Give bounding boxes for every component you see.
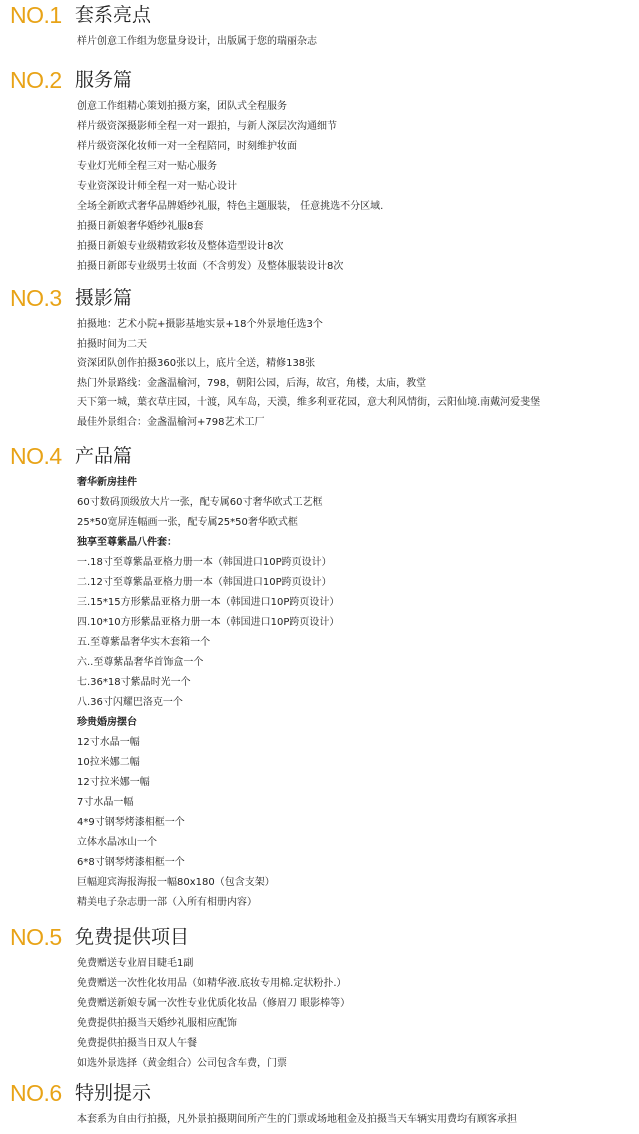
subheading: 独享至尊紫晶八件套：: [77, 537, 177, 548]
list-item: 立体水晶冰山一个: [77, 837, 157, 848]
list-item: 七.36*18寸紫晶时光一个: [77, 677, 191, 688]
section-number: NO.6: [10, 1080, 62, 1106]
list-item: 拍摄时间为二天: [77, 338, 147, 350]
section-title: 免费提供项目: [75, 926, 190, 948]
list-item: 样片创意工作组为您量身设计，出版属于您的瑞丽杂志: [77, 36, 317, 47]
section-header: [0, 1080, 639, 1106]
list-item: 巨幅迎宾海报海报一幅80x180（包含支架）: [77, 877, 275, 888]
list-item: 10拉米娜二幅: [77, 757, 140, 768]
list-item: 精美电子杂志册一部（入所有相册内容）: [77, 897, 257, 908]
section-title: 套系亮点: [75, 4, 152, 26]
section-header: [0, 285, 639, 311]
list-item: 热门外景路线：金盏温榆河，798，朝阳公园，后海，故宫，角楼，太庙，教堂: [77, 377, 427, 389]
list-item: 天下第一城，葉衣草庄园，十渡，风车岛，天漠，维多利亚花园，意大利风情街，云阳仙境.南戴河爱斐堡: [77, 397, 541, 408]
list-item: 如选外景选择（黄金组合）公司包含车费，门票: [77, 1058, 287, 1069]
list-item: 免费提供拍摄当日双人午餐: [77, 1038, 197, 1049]
section-number: NO.1: [10, 2, 62, 28]
list-item: 八.36寸闪耀巴洛克一个: [77, 697, 183, 708]
list-item: 专业资深设计师全程一对一贴心设计: [77, 181, 237, 192]
section-number: NO.2: [10, 67, 62, 93]
list-item: 拍摄地：艺术小院+摄影基地实景+18个外景地任选3个: [77, 319, 323, 330]
section-2: [0, 67, 639, 272]
list-item: 创意工作组精心策划拍摄方案，团队式全程服务: [77, 101, 287, 112]
section-header: [0, 443, 639, 469]
list-item: 60寸数码顶级放大片一张，配专属60寸奢华欧式工艺框: [77, 497, 323, 508]
list-item: 25*50宽屏连幅画一张，配专属25*50奢华欧式框: [77, 517, 298, 528]
list-item: 免费赠送专业眉目睫毛1副: [77, 958, 194, 969]
list-item: 免费赠送新娘专属一次性专业优质化妆品（修眉刀 眼影棒等）: [77, 998, 351, 1009]
section-title: 服务篇: [75, 69, 133, 91]
list-item: 12寸拉米娜一幅: [77, 777, 150, 788]
section-title: 产品篇: [75, 445, 133, 467]
section-3: [0, 285, 639, 428]
section-header: [0, 67, 639, 93]
list-item: 最佳外景组合：金盏温榆河+798艺术工厂: [77, 416, 265, 428]
list-item: 拍摄日新郎专业级男士妆面（不含剪发）及整体服装设计8次: [77, 261, 344, 272]
list-item: 12寸水晶一幅: [77, 737, 140, 748]
list-item: 6*8寸钢琴烤漆相框一个: [77, 857, 185, 868]
section-header: [0, 2, 639, 28]
list-item: 三.15*15方形紫晶亚格力册一本（韩国进口10P跨页设计）: [77, 597, 340, 608]
list-item: 资深团队创作拍摄360张以上，底片全送，精修138张: [77, 358, 316, 369]
list-item: 7寸水晶一幅: [77, 797, 134, 808]
list-item: 样片级资深摄影师全程一对一跟拍，与新人深层次沟通细节: [77, 121, 337, 132]
list-item: 专业灯光师全程三对一贴心服务: [77, 161, 217, 172]
list-item: 二.12寸至尊紫晶亚格力册一本（韩国进口10P跨页设计）: [77, 577, 332, 588]
section-title: 摄影篇: [75, 287, 133, 309]
section-5: [0, 924, 639, 1069]
section-number: NO.3: [10, 285, 62, 311]
list-item: 全场全新欧式奢华品牌婚纱礼服，特色主题服装， 任意挑选不分区域.: [77, 201, 384, 212]
subheading: 奢华新房挂件: [77, 477, 137, 488]
section-title: 特别提示: [75, 1082, 152, 1104]
list-item: 拍摄日新娘专业级精致彩妆及整体造型设计8次: [77, 241, 284, 252]
list-item: 4*9寸钢琴烤漆相框一个: [77, 817, 185, 828]
list-item: 四.10*10方形紫晶亚格力册一本（韩国进口10P跨页设计）: [77, 617, 340, 628]
section-1: [0, 2, 639, 47]
subheading: 珍贵婚房摆台: [77, 717, 137, 728]
section-6: [0, 1080, 639, 1125]
section-header: [0, 924, 639, 950]
list-item: 拍摄日新娘奢华婚纱礼服8套: [77, 221, 204, 232]
list-item: 免费赠送一次性化妆用品（如精华液.底妆专用棉.定状粉扑.）: [77, 978, 347, 989]
list-item: 免费提供拍摄当天婚纱礼服相应配饰: [77, 1018, 237, 1029]
section-4: [0, 443, 639, 908]
list-item: 样片级资深化妆师一对一全程陪同，时刻维护妆面: [77, 141, 297, 152]
section-number: NO.4: [10, 443, 62, 469]
list-item: 五.至尊紫晶奢华实木套箱一个: [77, 637, 211, 648]
list-item: 一.18寸至尊紫晶亚格力册一本（韩国进口10P跨页设计）: [77, 557, 332, 568]
section-number: NO.5: [10, 924, 62, 950]
list-item: 本套系为自由行拍摄，凡外景拍摄期间所产生的门票或场地租金及拍摄当天车辆实用费均有顾客承担: [77, 1114, 517, 1125]
list-item: 六..至尊紫晶奢华首饰盒一个: [77, 657, 204, 668]
